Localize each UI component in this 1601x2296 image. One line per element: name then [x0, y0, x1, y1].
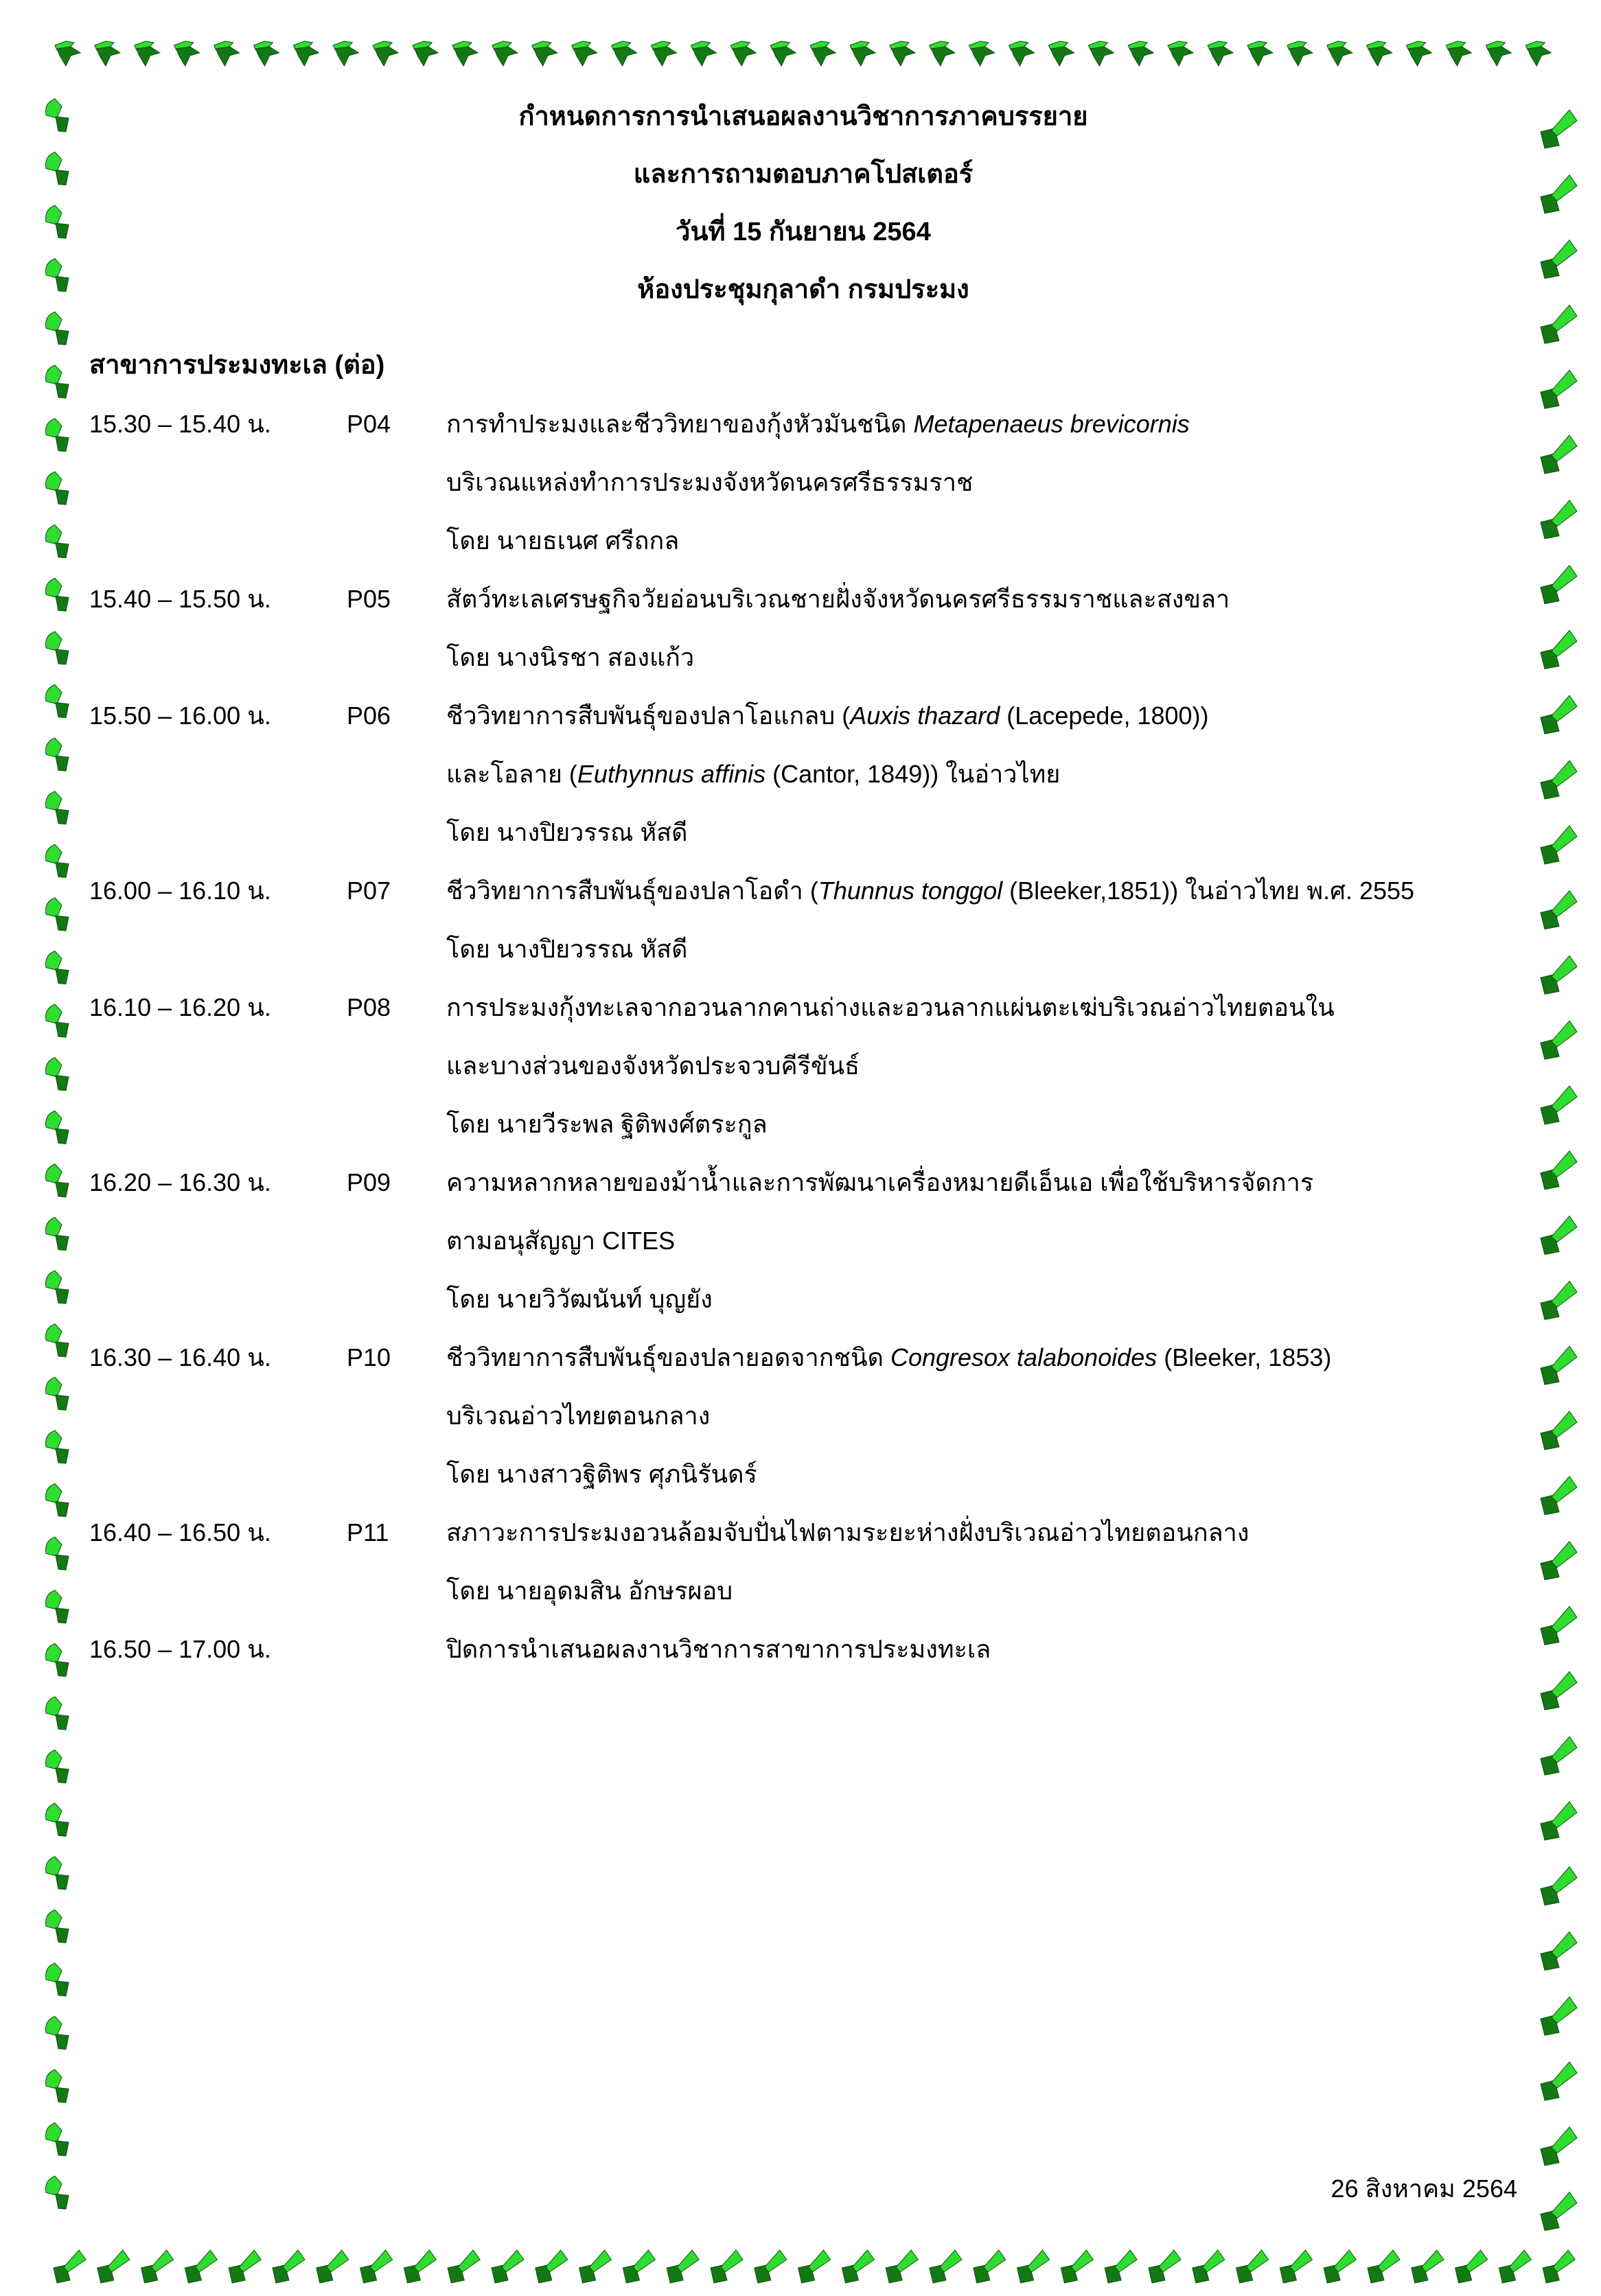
schedule-row — [89, 1503, 1517, 1620]
desc-line — [446, 1211, 1517, 1270]
time-cell: 15.50 – 16.00 น. — [89, 701, 271, 730]
desc-cell — [446, 861, 1517, 978]
desc-text: บริเวณแหล่งทำการประมงจังหวัดนครศรีธรรมราช — [446, 468, 974, 496]
code-cell: P04 — [347, 410, 391, 438]
time-cell: 16.10 – 16.20 น. — [89, 993, 271, 1021]
title-line-2: และการถามตอบภาคโปสเตอร์ — [633, 160, 974, 189]
code-cell: P11 — [347, 1518, 389, 1546]
desc-text: การประมงกุ้งทะเลจากอวนลากคานถ่างและอวนลากแผ่นตะเฆ่บริเวณอ่าวไทยตอนใน — [446, 993, 1335, 1021]
border-bottom-ribbon-icons — [48, 2249, 1582, 2293]
desc-line — [446, 628, 1517, 686]
desc-cell — [446, 686, 1517, 861]
desc-cell — [446, 1153, 1517, 1328]
desc-text: ตามอนุสัญญา CITES — [446, 1227, 676, 1255]
desc-text: โดย นายธเนศ ศรีถกล — [446, 526, 680, 555]
schedule-row — [89, 1620, 1517, 1678]
schedule-row — [89, 1328, 1517, 1503]
time-cell: 16.40 – 16.50 น. — [89, 1518, 271, 1546]
schedule-row — [89, 1153, 1517, 1328]
desc-text: ชีววิทยาการสืบพันธุ์ของปลาโอดำ ( — [446, 877, 818, 905]
code-cell: P06 — [347, 701, 391, 730]
title-line-3: วันที่ 15 กันยายน 2564 — [676, 218, 931, 246]
desc-text: ปิดการนำเสนอผลงานวิชาการสาขาการประมงทะเล — [446, 1635, 991, 1663]
time-cell: 16.20 – 16.30 น. — [89, 1168, 271, 1196]
desc-text: ชีววิทยาการสืบพันธุ์ของปลาโอแกลบ ( — [446, 701, 851, 730]
desc-text: ความหลากหลายของม้าน้ำและการพัฒนาเครื่องหมายดีเอ็นเอ เพื่อใช้บริหารจัดการ — [446, 1168, 1314, 1196]
desc-line — [446, 1328, 1517, 1387]
desc-text: สภาวะการประมงอวนล้อมจับปั่นไฟตามระยะห่างฝั่งบริเวณอ่าวไทยตอนกลาง — [446, 1518, 1249, 1546]
species-name-italic: Metapenaeus brevicornis — [913, 410, 1190, 438]
desc-line — [446, 1445, 1517, 1503]
desc-text: ชีววิทยาการสืบพันธุ์ของปลายอดจากชนิด — [446, 1343, 890, 1371]
desc-line — [446, 453, 1517, 511]
schedule-row — [89, 686, 1517, 861]
document-title-block — [89, 88, 1517, 318]
species-name-italic: Euthynnus affinis — [577, 760, 766, 788]
desc-text: โดย นางสาวฐิติพร ศุภนิรันดร์ — [446, 1460, 757, 1488]
desc-line — [446, 1095, 1517, 1153]
desc-text: (Lacepede, 1800)) — [1000, 701, 1209, 730]
desc-text: บริเวณอ่าวไทยตอนกลาง — [446, 1402, 711, 1430]
desc-cell — [446, 978, 1517, 1153]
schedule-row — [89, 861, 1517, 978]
time-cell: 16.00 – 16.10 น. — [89, 877, 271, 905]
desc-line — [446, 803, 1517, 861]
desc-line — [446, 1562, 1517, 1620]
desc-line — [446, 978, 1517, 1036]
desc-line — [446, 1036, 1517, 1095]
desc-text: (Cantor, 1849)) ในอ่าวไทย — [765, 760, 1061, 788]
desc-line — [446, 395, 1517, 453]
code-cell: P07 — [347, 877, 391, 905]
code-cell: P10 — [347, 1343, 391, 1371]
section-header: สาขาการประมงทะเล (ต่อ) — [89, 351, 385, 380]
desc-line — [446, 1620, 1517, 1678]
species-name-italic: Thunnus tonggol — [818, 877, 1003, 905]
desc-text: (Bleeker, 1853) — [1157, 1343, 1332, 1371]
desc-line — [446, 1387, 1517, 1445]
desc-line — [446, 1270, 1517, 1328]
time-cell: 15.30 – 15.40 น. — [89, 410, 271, 438]
desc-line — [446, 920, 1517, 978]
desc-cell — [446, 1620, 1517, 1678]
page-content — [89, 88, 1517, 1678]
schedule-row — [89, 570, 1517, 686]
desc-cell — [446, 395, 1517, 570]
species-name-italic: Auxis thazard — [850, 701, 1000, 730]
desc-cell — [446, 570, 1517, 686]
code-cell: P08 — [347, 993, 391, 1021]
schedule-row — [89, 395, 1517, 570]
schedule-row — [89, 978, 1517, 1153]
schedule-list — [89, 395, 1517, 1678]
code-cell: P05 — [347, 585, 391, 613]
desc-text: และโอลาย ( — [446, 760, 577, 788]
time-cell: 15.40 – 15.50 น. — [89, 585, 271, 613]
desc-line — [446, 1503, 1517, 1562]
title-line-1: กำหนดการการนำเสนอผลงานวิชาการภาคบรรยาย — [518, 102, 1088, 131]
desc-cell — [446, 1503, 1517, 1620]
desc-text: สัตว์ทะเลเศรษฐกิจวัยอ่อนบริเวณชายฝั่งจังหวัดนครศรีธรรมราชและสงขลา — [446, 585, 1230, 613]
desc-text: โดย นายอุดมสิน อักษรผอบ — [446, 1577, 733, 1605]
footer-date: 26 สิงหาคม 2564 — [1331, 2175, 1517, 2203]
desc-cell — [446, 1328, 1517, 1503]
desc-line — [446, 861, 1517, 920]
desc-text: โดย นายวิวัฒนันท์ บุญยัง — [446, 1285, 713, 1313]
code-cell: P09 — [347, 1168, 391, 1196]
desc-line — [446, 570, 1517, 628]
desc-text: โดย นางปิยวรรณ หัสดี — [446, 818, 688, 846]
desc-line — [446, 745, 1517, 803]
desc-text: โดย นางนิรชา สองแก้ว — [446, 643, 695, 671]
title-line-4: ห้องประชุมกุลาดำ กรมประมง — [637, 275, 969, 304]
desc-text: การทำประมงและชีววิทยาของกุ้งหัวมันชนิด — [446, 410, 914, 438]
desc-line — [446, 1153, 1517, 1211]
border-right-ribbon-icons — [1534, 100, 1596, 2247]
desc-text: (Bleeker,1851)) ในอ่าวไทย พ.ศ. 2555 — [1002, 877, 1415, 905]
border-top-ribbon-icons — [48, 38, 1558, 81]
desc-line — [446, 686, 1517, 745]
time-cell: 16.50 – 17.00 น. — [89, 1635, 271, 1663]
desc-text: โดย นายวีระพล ฐิติพงศ์ตระกูล — [446, 1110, 768, 1138]
time-cell: 16.30 – 16.40 น. — [89, 1343, 271, 1371]
species-name-italic: Congresox talabonoides — [890, 1343, 1157, 1371]
desc-text: โดย นางปิยวรรณ หัสดี — [446, 935, 688, 963]
desc-line — [446, 511, 1517, 570]
border-left-ribbon-icons — [41, 97, 77, 2229]
desc-text: และบางส่วนของจังหวัดประจวบคีรีขันธ์ — [446, 1052, 860, 1080]
